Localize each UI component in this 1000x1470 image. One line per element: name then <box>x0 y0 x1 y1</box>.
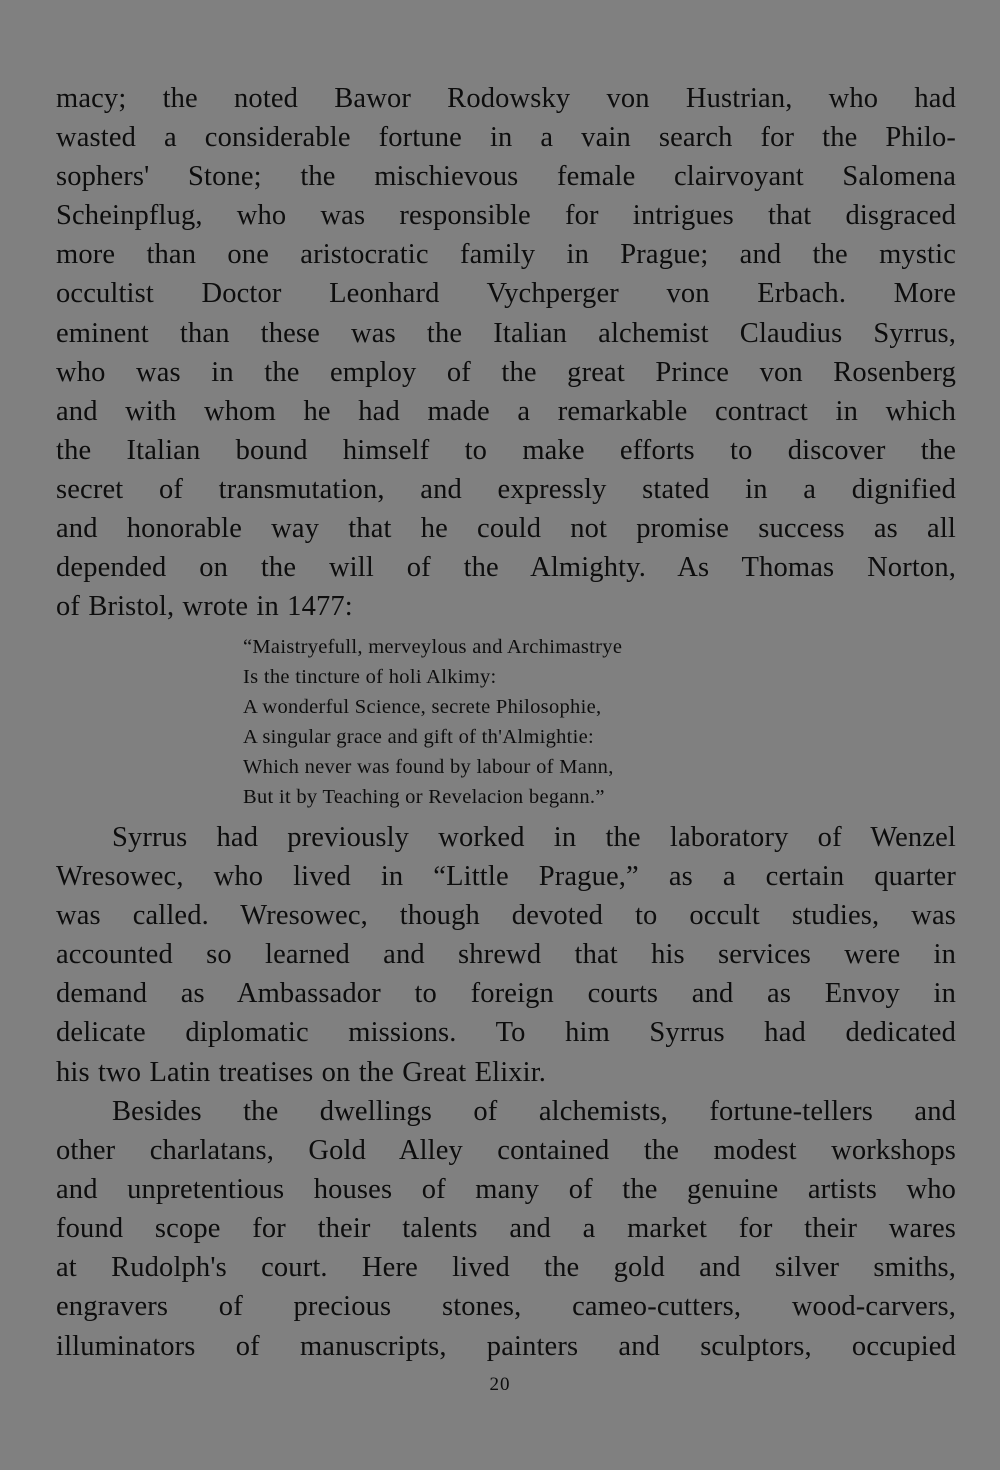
text-line: wasted a considerable fortune in a vain search for the Philo- <box>56 122 956 154</box>
text-line: sophers' Stone; the mischievous female clairvoyant Salomena <box>56 161 956 193</box>
verse-line: Which never was found by labour of Mann, <box>243 756 614 778</box>
paragraph-1 <box>56 79 956 626</box>
text-line: the Italian bound himself to make efforts to discover the <box>56 434 956 466</box>
text-line: other charlatans, Gold Alley contained the modest workshops <box>56 1135 956 1167</box>
text-line: engravers of precious stones, cameo-cutters, wood-carvers, <box>56 1291 956 1323</box>
paragraph-3 <box>56 1092 956 1366</box>
verse-line: A singular grace and gift of th'Almightie: <box>243 726 595 748</box>
verse-line: A wonderful Science, secrete Philosophie, <box>243 696 602 718</box>
text-line: and with whom he had made a remarkable contract in which <box>56 395 956 427</box>
text-line: demand as Ambassador to foreign courts and as Envoy in <box>56 978 956 1010</box>
paragraph-2 <box>56 818 956 1092</box>
text-line: found scope for their talents and a market for their wares <box>56 1213 956 1245</box>
text-line: who was in the employ of the great Prince von Rosenberg <box>56 356 956 388</box>
text-line: Scheinpflug, who was responsible for intrigues that disgraced <box>56 200 956 232</box>
text-line: and honorable way that he could not promise success as all <box>56 513 956 545</box>
text-line: more than one aristocratic family in Prague; and the mystic <box>56 239 956 271</box>
verse-line: Is the tincture of holi Alkimy: <box>243 666 497 688</box>
text-line: secret of transmutation, and expressly stated in a dignified <box>56 473 956 505</box>
text-line: delicate diplomatic missions. To him Syrrus had dedicated <box>56 1017 956 1049</box>
text-line: illuminators of manuscripts, painters and sculptors, occupied <box>56 1330 956 1362</box>
text-line: occultist Doctor Leonhard Vychperger von Erbach. More <box>56 278 956 310</box>
verse-quotation <box>243 632 803 812</box>
text-line: and unpretentious houses of many of the genuine artists who <box>56 1174 956 1206</box>
text-line: of Bristol, wrote in 1477: <box>56 591 353 623</box>
text-line: accounted so learned and shrewd that his services were in <box>56 939 956 971</box>
text-line: his two Latin treatises on the Great Elixir. <box>56 1056 547 1088</box>
text-line: Syrrus had previously worked in the laboratory of Wenzel <box>112 822 956 853</box>
verse-line: “Maistryefull, merveylous and Archimastrye <box>243 636 623 658</box>
text-line: Wresowec, who lived in “Little Prague,” as a certain quarter <box>56 861 956 893</box>
text-line: at Rudolph's court. Here lived the gold and silver smiths, <box>56 1252 956 1284</box>
text-line: depended on the will of the Almighty. As Thomas Norton, <box>56 552 956 584</box>
text-line: was called. Wresowec, though devoted to occult studies, was <box>56 900 956 932</box>
page-number: 20 <box>489 1374 511 1395</box>
text-line: eminent than these was the Italian alchemist Claudius Syrrus, <box>56 317 956 349</box>
text-line: Besides the dwellings of alchemists, fortune-tellers and <box>112 1096 956 1127</box>
text-line: macy; the noted Bawor Rodowsky von Hustrian, who had <box>56 83 956 114</box>
verse-line: But it by Teaching or Revelacion begann.” <box>243 786 605 808</box>
